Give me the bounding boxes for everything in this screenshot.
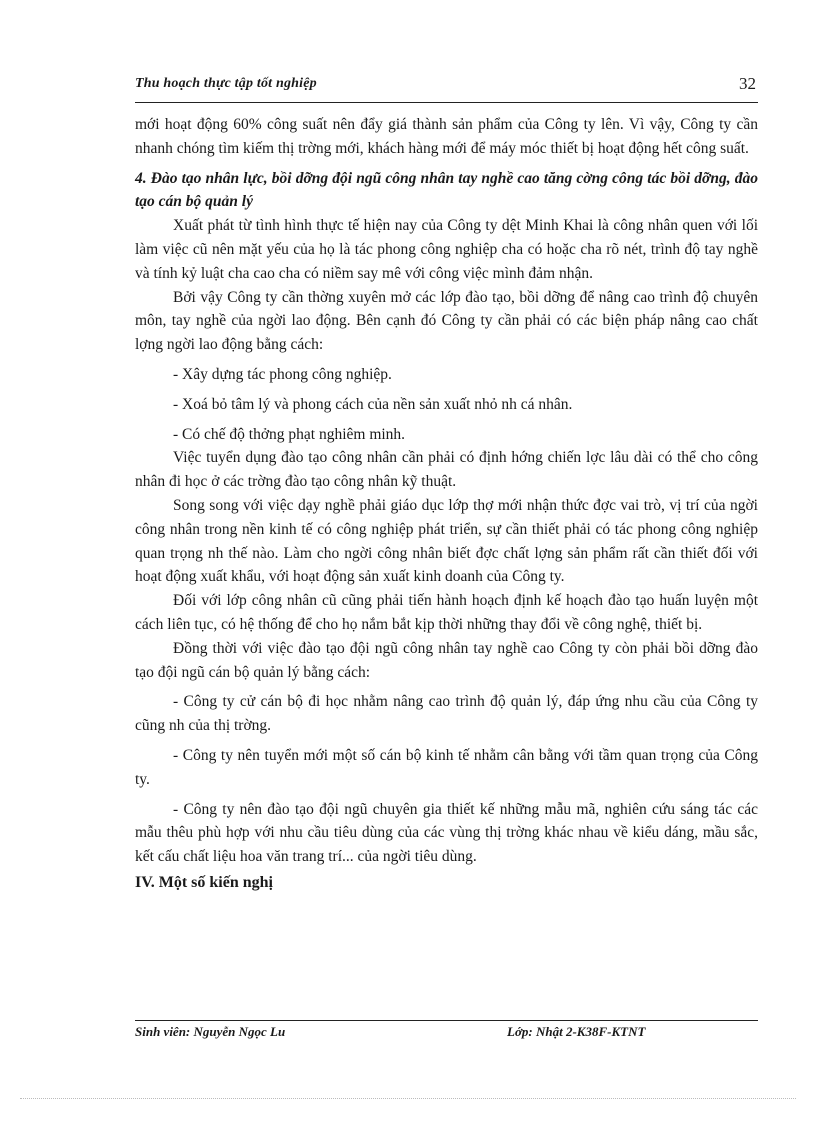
paragraph: Xuất phát từ tình hình thực tế hiện nay của Công ty dệt Minh Khai là công nhân quen với lối làm việc cũ nên mặt yếu của họ là tác phong công nghiệp cha có hoặc cha rõ nét, trình độ tay nghề và tính kỷ luật cha cao cha có niềm say mê với công việc mình đảm nhận. <box>135 217 758 282</box>
paragraph: Bởi vậy Công ty cần thờng xuyên mở các lớp đào tạo, bồi dỡng để nâng cao trình độ chuyên môn, tay nghề của ngời lao động. Bên cạnh đó Công ty cần phải có các biện pháp nâng cao chất lợng ngời lao động bằng cách: <box>135 288 758 354</box>
header-title: Thu hoạch thực tập tốt nghiệp <box>135 76 317 91</box>
bullet-item: - Có chế độ thởng phạt nghiêm minh. <box>173 425 406 443</box>
paragraph-continuation: mới hoạt động 60% công suất nên đẩy giá thành sản phẩm của Công ty lên. Vì vậy, Công ty cần nhanh chóng tìm kiếm thị trờng mới, khách hàng mới để máy móc thiết bị hoạt động hết công suất. <box>135 116 758 157</box>
bullet-item: - Xoá bỏ tâm lý và phong cách của nền sản xuất nhỏ nh cá nhân. <box>173 395 573 413</box>
paragraph: Song song với việc dạy nghề phải giáo dục lớp thợ mới nhận thức đợc vai trò, vị trí của ngời công nhân trong nền kinh tế có công nghiệp phát triển, sự cần thiết phải có tác phong công nghiệp quan trọng nh thế nào. Làm cho ngời công nhân biết đợc chất lợng sản phẩm rất cần thiết đối với hoạt động xuất khẩu, với hoạt động sản xuất kinh doanh của Công ty. <box>135 496 758 586</box>
paragraph: Việc tuyển dụng đào tạo công nhân cần phải có định hớng chiến lợc lâu dài có thể cho công nhân đi học ở các trờng đào tạo công nhân kỹ thuật. <box>135 449 758 491</box>
footer-student: Sinh viên: Nguyễn Ngọc Lu <box>135 1024 286 1039</box>
bullet-item: - Xây dựng tác phong công nghiệp. <box>173 365 392 383</box>
section-heading-4: 4. Đào tạo nhân lực, bồi dỡng đội ngũ công nhân tay nghề cao tăng cờng công tác bồi dỡng, đào tạo cán bộ quản lý <box>135 169 758 211</box>
footer-class: Lớp: Nhật 2-K38F-KTNT <box>507 1024 646 1039</box>
document-body <box>135 113 758 895</box>
bullet-item: - Công ty cử cán bộ đi học nhằm nâng cao trình độ quản lý, đáp ứng nhu cầu của Công ty cũng nh của thị trờng. <box>135 693 758 735</box>
page-footer <box>135 1020 758 1047</box>
page-edge-divider <box>20 1098 796 1099</box>
page-number: 32 <box>739 74 756 93</box>
bullet-item: - Công ty nên đào tạo đội ngũ chuyên gia thiết kế những mẫu mã, nghiên cứu sáng tác các mẫu thêu phù hợp với nhu cầu tiêu dùng của các vùng thị trờng khác nhau về kiểu dáng, mầu sắc, kết cấu chất liệu hoa văn trang trí... của ngời tiêu dùng. <box>135 800 758 866</box>
section-heading-iv: IV. Một số kiến nghị <box>135 873 273 891</box>
paragraph: Đối với lớp công nhân cũ cũng phải tiến hành hoạch định kế hoạch đào tạo huấn luyện một cách liên tục, có hệ thống để cho họ nắm bắt kịp thời những thay đổi về công nghệ, thiết bị. <box>135 592 758 633</box>
paragraph: Đồng thời với việc đào tạo đội ngũ công nhân tay nghề cao Công ty còn phải bồi dỡng đào tạo đội ngũ cán bộ quản lý bằng cách: <box>135 639 758 681</box>
bullet-item: - Công ty nên tuyển mới một số cán bộ kinh tế nhằm cân bằng với tầm quan trọng của Công ty. <box>135 746 758 788</box>
page-header <box>135 72 758 103</box>
